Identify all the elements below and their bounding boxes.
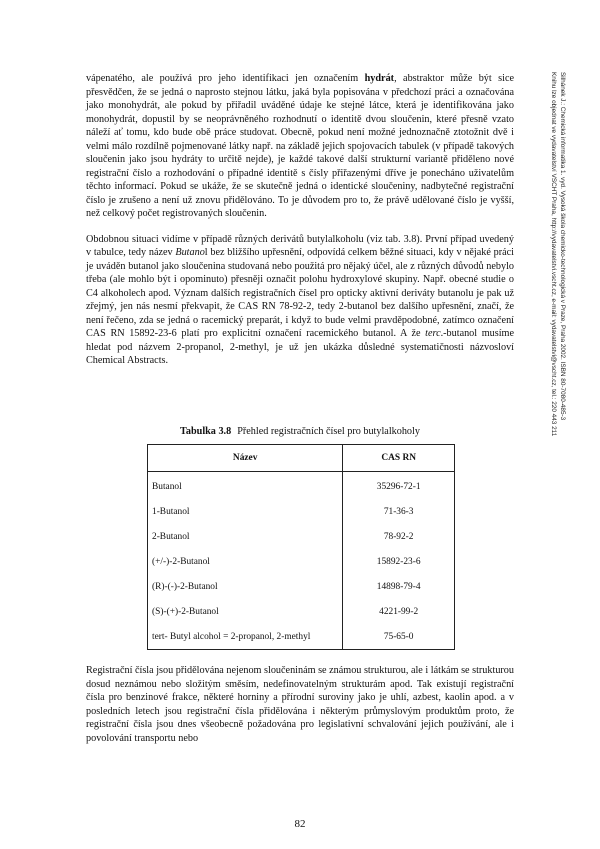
paragraph-1-text-a: vápenatého, ale používá pro jeho identifikaci jen označením	[86, 73, 365, 84]
body-text-lower	[86, 664, 514, 745]
cas-number-cell: 14898-79-4	[343, 574, 455, 599]
cas-number-cell: 75-65-0	[343, 624, 455, 650]
paragraph-2	[86, 233, 514, 368]
cas-number-cell: 78-92-2	[343, 524, 455, 549]
column-header-cas: CAS RN	[343, 445, 455, 472]
table-caption-text: Přehled registračních čísel pro butylalkoholy	[237, 426, 420, 437]
registry-numbers-table	[147, 444, 455, 650]
table-row	[148, 599, 455, 624]
page-number: 82	[294, 818, 306, 830]
paragraph-2-text-c: .-butanol musíme hledat pod názvem 2-propanol, 2-methyl, je už jen ukázka důsledné systematičnosti názvosloví Chemical Abstracts.	[86, 328, 514, 366]
table-caption	[86, 425, 514, 438]
side-note-line-2: Knihu lze objednat ve vydavatelství VŠCHT Praha, http://vydavatelstvi.vscht.cz, e-mail: vydavatelstvi@vscht.cz, tel.: 220 443 211	[550, 72, 558, 437]
compound-name-cell: (R)-(-)-2-Butanol	[148, 574, 343, 599]
column-header-name: Název	[148, 445, 343, 472]
compound-name-cell: tert- Butyl alcohol = 2-propanol, 2-methyl	[148, 624, 343, 650]
compound-name-cell: (S)-(+)-2-Butanol	[148, 599, 343, 624]
paragraph-2-text-b: l bez bližšího upřesnění, odpovídá celkem běžné situaci, kdy v nějaké práci je uváděn butanol jako sloučenina studovaná nebo použitá pro nějaký účel, ale z různých důvodů nebylo třeba (ale mohlo být i opominuto) přesněji označit polohu hydroxylové skupiny. Např. obecné studie o C4 alkoholech apod. Význam dalších registračních čísel pro opticky aktivní deriváty butanolu je pak už zřejmý, jen nás nesmí překvapit, že CAS RN 78-92-2, tedy 2-butanol bez dalšího upřesnění, značí, že není řečeno, zda se jedná o racemický preparát, i když to bude velmi pravděpodobné, zatímco označení CAS RN 15892-23-6 platí pro explicitní označení racemického butanol. A že	[86, 247, 514, 339]
paragraph-2-text-a: Obdobnou situaci vidíme v případě různých derivátů butylalkoholu (viz tab. 3.8). První případ uvedený v tabulce, tedy název	[86, 233, 514, 258]
cas-number-cell: 71-36-3	[343, 499, 455, 524]
paragraph-3: Registrační čísla jsou přidělována nejenom sloučeninám se známou strukturou, ale i látkám se strukturou dosud neznámou nebo složitým směsím, nedefinovatelným strukturám apod. Tak existují registrační čísla pro benzinové frakce, některé horniny a přírodní suroviny jako je uhlí, azbest, kaolin apod. a v posledních letech jsou registrační čísla přidělována i některým průmyslovým produktům proto, že registrační čísla jsou dnes všeobecně požadována pro legislativní schvalování jejich používání, ale i povolování transportu nebo	[86, 665, 514, 744]
side-citation-note	[549, 72, 566, 632]
compound-name-cell: 2-Butanol	[148, 524, 343, 549]
table-row	[148, 624, 455, 650]
paragraph-1-bold-term: hydrát	[364, 73, 395, 84]
table-row	[148, 549, 455, 574]
paragraph-2-italic-butano: Butano	[175, 247, 205, 258]
paragraph-1-text-b: , abstraktor může být sice přesvědčen, že se jedná o naprosto stejnou látku, jaká byla popisována v předchozí práci a označována jako monohydrát, ale pokud by přiřadil uváděné údaje ke stejné látce, která je identifikována jako monohydrát, dopustil by se neoprávněného rozhodnutí o identitě dvou sloučenin, které přesně vzato náleží ať tomu, kdo bude obě práce studovat. Obecně, pokud není možné jednoznačně ztotožnit dvě i velmi málo rozdílně pojmenované látky např. na základě jejich spojovacích tabulek (v případě takových sloučenin jako jsou hydráty to určitě nejde), je každé takové další strukturní variantě přiděleno nové registrační číslo a rozhodování o případné identitě s čísly přiřazenými dříve je ponecháno uživatelům těchto informací. Pokud se ukáže, že se skutečně jedná o identické sloučeniny, nadbytečné registrační číslo je zrušeno a není už znovu přidělováno. To je důvodem pro to, že právě udělované číslo je vyšší, než celkový počet registrovaných sloučenin.	[86, 73, 515, 219]
table-row	[148, 574, 455, 599]
compound-name-cell: Butanol	[148, 472, 343, 500]
side-note-line-1: Šilhánek J.: Chemická informatika 1. vyd. Vysoká škola chemicko-technologická v Praze, Praha 2002. ISBN 80-7080-485-3	[559, 72, 566, 421]
cas-number-cell: 4221-99-2	[343, 599, 455, 624]
table-caption-number: Tabulka 3.8	[180, 426, 232, 437]
cas-number-cell: 35296-72-1	[343, 472, 455, 500]
paragraph-2-italic-terc: terc	[425, 328, 441, 339]
table-header-row	[148, 445, 455, 472]
table-row	[148, 499, 455, 524]
paragraph-1	[86, 72, 514, 221]
cas-number-cell: 15892-23-6	[343, 549, 455, 574]
table-row	[148, 524, 455, 549]
compound-name-cell: 1-Butanol	[148, 499, 343, 524]
compound-name-cell: (+/-)-2-Butanol	[148, 549, 343, 574]
body-text-upper	[86, 72, 514, 368]
table-row	[148, 472, 455, 500]
